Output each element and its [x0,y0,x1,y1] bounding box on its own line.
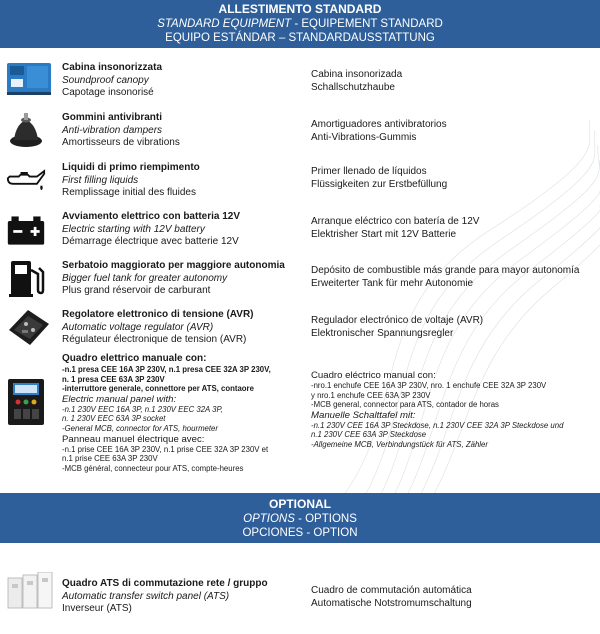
control-panel-icon [6,378,46,426]
optional-title: OPTIONAL [269,497,331,511]
liquids-en: First filling liquids [62,174,139,186]
ats-es: Cuadro de commutación automática [311,585,472,596]
panel-en-line: n. 1 230V EEC 63A 3P socket [62,414,166,424]
dampers-it: Gommini antivibranti [62,112,163,123]
avr-it: Regolatore elettronico di tensione (AVR) [62,309,254,320]
ats-it: Quadro ATS di commutazione rete / gruppo [62,578,268,589]
canopy-es: Cabina insonorizada [311,69,403,80]
avr-board-icon [6,306,52,348]
panel-de-line: -Allgemeine MCB, Verbindungstück für ATS, Zähler [311,439,488,449]
panel-fr-line: n.1 prise CEE 63A 3P 230V [62,454,158,464]
liquids-de: Flüssigkeiten zur Erstbefüllung [311,178,448,190]
ats-fr: Inverseur (ATS) [62,603,132,614]
panel-fr-line: -n.1 prise CEE 16A 3P 230V, n.1 prise CEE 32A 3P 230V et [62,444,269,454]
battery-icon [6,211,46,251]
standard-equipment-banner [0,0,600,48]
oil-can-icon [6,162,46,202]
canopy-fr: Capotage insonorisé [62,87,154,98]
damper-icon [6,110,46,150]
battery-it: Avviamento elettrico con batteria 12V [62,211,241,222]
dampers-de: Anti-Vibrations-Gummis [311,131,417,143]
dampers-es: Amortiguadores antivibratorios [311,119,447,130]
standard-subtitle: STANDARD EQUIPMENT - EQUIPEMENT STANDARD [157,18,443,30]
panel-en-line: -General MCB, connector for ATS, hourmeter [62,423,218,433]
optional-subtitle-es-de: OPCIONES - OPTION [242,527,358,539]
canopy-de: Schallschutzhaube [311,81,395,93]
panel-es-line: y nro.1 enchufe CEE 63A 3P 230V [311,390,431,400]
fuel-tank-en: Bigger fuel tank for greater autonomy [62,272,228,284]
fuel-tank-es: Depósito de combustible más grande para mayor autonomía [311,265,580,276]
liquids-es: Primer llenado de líquidos [311,166,427,177]
panel-it-line: n. 1 presa CEE 63A 3P 230V [62,374,165,384]
panel-de-head: Manuelle Schalttafel mit: [311,409,416,421]
battery-de: Elektrisher Start mit 12V Batterie [311,228,457,240]
fuel-tank-it: Serbatoio maggiorato per maggiore autonomia [62,260,285,271]
ats-en: Automatic transfer switch panel (ATS) [62,590,230,602]
panel-title-it: Quadro elettrico manuale con: [62,353,207,364]
fuel-tank-fr: Plus grand réservoir de carburant [62,285,211,296]
canopy-it: Cabina insonorizzata [62,62,163,73]
standard-title: ALLESTIMENTO STANDARD [218,2,382,16]
panel-it-line: -interruttore generale, connettore per ATS, contaore [62,384,254,394]
ats-de: Automatische Notstromumschaltung [311,597,472,609]
avr-es: Regulador electrónico de voltaje (AVR) [311,315,484,326]
panel-it-line: -n.1 presa CEE 16A 3P 230V, n.1 presa CEE 32A 3P 230V, [62,365,271,374]
avr-fr: Régulateur électronique de tension (AVR) [62,334,247,345]
canopy-en: Soundproof canopy [62,74,149,86]
avr-en: Automatic voltage regulator (AVR) [62,321,214,333]
panel-es-head: Cuadro eléctrico manual con: [311,370,436,381]
panel-fr-line: -MCB général, connecteur pour ATS, compte-heures [62,463,244,473]
dampers-fr: Amortisseurs de vibrations [62,137,180,148]
battery-fr: Démarrage électrique avec batterie 12V [62,236,239,247]
optional-banner [0,493,600,543]
fuel-tank-de: Erweiterter Tank für mehr Autonomie [311,277,474,289]
panel-es-line: -nro.1 enchufe CEE 16A 3P 230V, nro. 1 enchufe CEE 32A 3P 230V [311,381,547,390]
standard-subtitle-es-de: EQUIPO ESTÁNDAR – STANDARDAUSSTATTUNG [165,32,435,44]
optional-subtitle: OPTIONS - OPTIONS [243,513,357,525]
panel-fr-head: Panneau manuel électrique avec: [62,433,205,445]
dampers-en: Anti-vibration dampers [62,124,163,136]
liquids-fr: Remplissage initial des fluides [62,187,196,198]
ats-panel-icon [6,572,54,612]
avr-de: Elektronischer Spannungsregler [311,327,454,339]
panel-de-line: n.1 230V CEE 63A 3P Steckdose [311,430,427,440]
generator-canopy-icon [6,60,52,96]
liquids-it: Liquidi di primo riempimento [62,162,200,173]
battery-es: Arranque eléctrico con batería de 12V [311,216,480,227]
fuel-pump-icon [6,258,46,298]
battery-en: Electric starting with 12V battery [62,223,205,235]
panel-en-line: -n.1 230V EEC 16A 3P, n.1 230V EEC 32A 3P, [62,404,223,414]
panel-es-line: -MCB general, connector para ATS, contador de horas [311,400,499,410]
panel-en-head: Electric manual panel with: [62,393,177,405]
panel-de-line: -n.1 230V CEE 16A 3P Steckdose, n.1 230V CEE 32A 3P Steckdose und [311,420,564,430]
